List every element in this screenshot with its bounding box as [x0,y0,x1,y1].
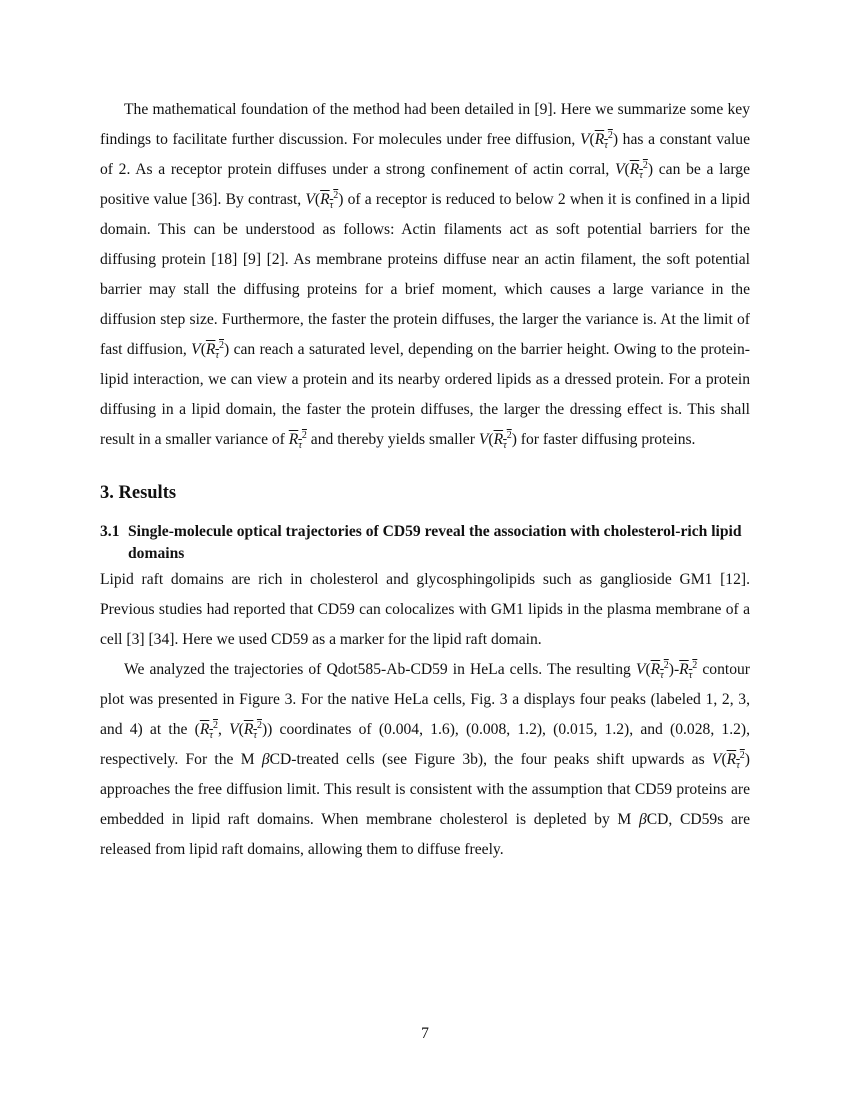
math-r-tau-squared: $R_\tau^2$ [288,429,307,452]
text-run: approaches the free diffusion limit. This result is consistent with the assumption that CD59 proteins are embedded in lipid raft domains. When membrane cholesterol is depleted by M [100,781,750,828]
text-run: and thereby yields smaller [306,431,479,448]
math-v-r-tau-squared: $V(R_\tau^2)$ [478,429,517,452]
math-v-r-tau-squared: $V(R_\tau^2)$ [635,659,674,682]
text-run: CD-treated cells (see Figure 3b), the four peaks shift upwards as [269,751,712,768]
paragraph-lipid-raft [100,565,750,655]
page-number: 7 [421,1025,429,1042]
text-run: CD, CD59s are released from lipid raft domains, allowing them to diffuse freely. [100,811,750,858]
text-run: The mathematical foundation of the method had been detailed in [9]. Here we summarize some key findings to facilitate further discussion. For molecules under free diffusion, [100,101,750,148]
math-coordinate-pair: ($R_\tau^2$, $V(R_\tau^2)$) [194,719,273,742]
math-r-tau-squared: $R_\tau^2$ [679,659,698,682]
math-beta: β [638,811,647,828]
section-number: 3. [100,483,114,503]
math-v-r-tau-squared: $V(R_\tau^2)$ [579,129,619,152]
math-v-r-tau-squared: $V(R_\tau^2)$ [711,749,750,772]
text-run: coordinates of (0.004, 1.6), (0.008, 1.2), (0.015, 1.2), and (0.028, 1.2), respectively. For the M [100,721,751,768]
text-run: We analyzed the trajectories of Qdot585-Ab-CD59 in HeLa cells. The resulting [124,661,636,678]
text-run: contour plot was presented in Figure 3. For the native HeLa cells, Fig. 3 a displays four peaks (labeled 1, 2, 3, and 4) at the [100,661,750,738]
text-run: of a receptor is reduced to below 2 when it is confined in a lipid domain. This can be understood as follows: Actin filaments act as soft potential barriers for the diffusing protein [18] [9] [2]. As membrane proteins diffuse near an actin filament, the soft potential barrier may stall the diffusing proteins for a brief moment, which causes a large variance in the diffusion step size. Furthermore, the faster the protein diffuses, the larger the variance is. At the limit of fast diffusion, [100,191,750,358]
math-v-r-tau-squared: $V(R_\tau^2)$ [191,339,230,362]
text-run: for faster diffusing proteins. [516,431,696,448]
math-v-r-tau-squared: $V(R_\tau^2)$ [615,159,654,182]
paragraph-method-summary [100,95,750,455]
text-run: can be a large positive value [36]. By contrast, [100,161,750,208]
text-run: has a constant value of 2. As a receptor protein diffuses under a strong confinement of actin corral, [100,131,750,178]
section-heading-results [100,479,750,507]
subsection-title: Single-molecule optical trajectories of CD59 reveal the association with cholesterol-rich lipid domains [128,523,742,562]
math-beta: β [261,751,270,768]
page-content [100,95,750,865]
paragraph-trajectory-analysis [100,655,750,865]
section-title: Results [118,483,177,503]
text-run: - [673,661,680,678]
subsection-heading-3-1 [100,521,750,565]
text-run: can reach a saturated level, depending on the barrier height. Owing to the protein-lipid interaction, we can view a protein and its nearby ordered lipids as a dressed protein. For a protein diffusing in a lipid domain, the faster the protein diffuses, the larger the dressing effect is. This shall result in a smaller variance of [100,341,750,448]
subsection-number: 3.1 [100,523,120,540]
text-run: Lipid raft domains are rich in cholesterol and glycosphingolipids such as ganglioside GM1 [12]. Previous studies had reported that CD59 can colocalizes with GM1 lipids in the plasma membrane of a cell [3] [34]. Here we used CD59 as a marker for the lipid raft domain. [100,571,750,648]
math-v-r-tau-squared: $V(R_\tau^2)$ [305,189,344,212]
